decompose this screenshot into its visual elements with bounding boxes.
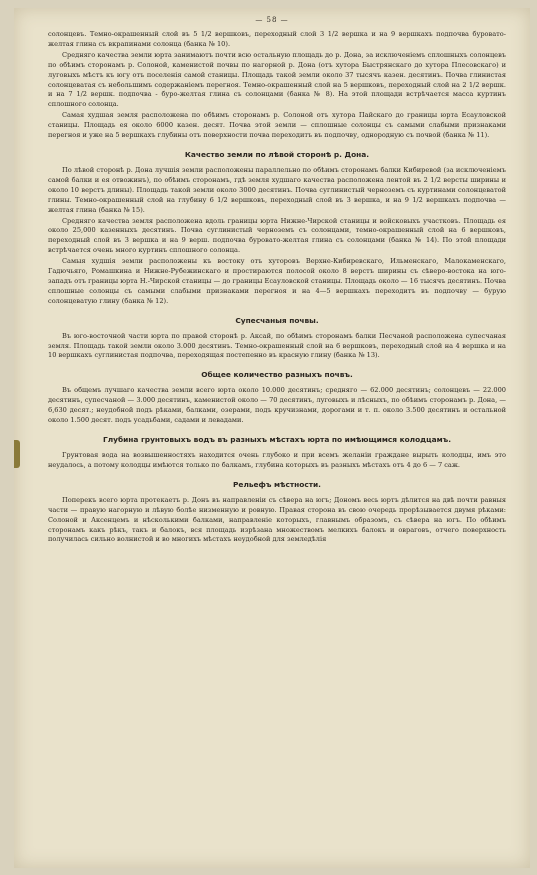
paragraph: Въ юго-восточной части юрта по правой сторонѣ р. Аксай, по обѣимъ сторонамъ балки Песчаной расположена супесчаная земля. Площадь такой земли около 3.000 десятинъ. Темно-окрашенный слой на 6 вершковъ, переходный слой на 4 вершка и на 10 вершкахъ суглинистая подпочва, переходящая постепенно въ красную глину (банка № 13). [48,331,506,360]
section-heading: Глубина грунтовыхъ водъ въ разныхъ мѣстахъ юрта по имѣющимся колодцамъ. [103,435,451,444]
binder-clip [14,440,20,468]
paragraph: По лѣвой сторонѣ р. Дона лучшія земли расположены параллельно по обѣимъ сторонамъ балки Кибиревой (за исключеніемъ самой балки и ея отвожинъ), по обѣимъ сторонамъ, гдѣ земля худшаго качества расположена лентой въ 2 1/2 версты ширины и около 10 верстъ длины). Площадь такой земли около 3000 десятинъ. Почва суглинистый черноземъ съ куртинами солонцеватой глины. Темно-окрашенный слой на глубину 6 1/2 вершковъ, переходный слой въ 3 вершка, и на 9 1/2 вершкахъ подпочва — желтая глина (банка № 15). [48,165,506,214]
paragraph: Средняго качества земли юрта занимаютъ почти всю остальную площадь до р. Дона, за исключеніемъ сплошныхъ солонцевъ по обѣимъ сторонамъ р. Солоной, каменистой почвы по нагорной р. Дона (отъ хутора Быстрянскаго до хутора Плесовскаго) и луговыхъ мѣстъ къ югу отъ поселенія самой станицы. Площадь такой земли около 37 тысячъ казен. десятинъ. Почва глинистая солонцеватая съ небольшимъ содержаніемъ перегноя. Темно-окрашенный слой на 5 вершковъ, переходный слой на 2 1/2 вершк. и на 7 1/2 вершк. подпочва - буро-желтая глина съ солонцами (банка № 8). На этой площади встрѣчается масса куртинъ сплошного солонца. [48,50,506,109]
section-heading: Качество земли по лѣвой сторонѣ р. Дона. [184,149,370,159]
section-heading: Супесчаныя почвы. [235,315,319,325]
paragraph: Поперекъ всего юрта протекаетъ р. Донъ въ направленіи съ сѣвера на югъ; Дономъ весь юртъ дѣлится на двѣ почти равныя части — правую нагорную и лѣвую болѣе низменную и ровную. Правая сторона въ свою очередь прорѣзывается двумя рѣками: Солоной и Аксенцемъ и нѣсколькими балками, направленіе которыхъ, главнымъ образомъ, съ сѣвера на югъ. По обѣимъ сторонамъ какъ рѣкъ, такъ и балокъ, вся площадь изрѣзана множествомъ мелкихъ балокъ и овраговъ, отчего поверхность получилась сильно волнистой и во многихъ мѣстахъ неудобной для земледѣлія [48,495,506,544]
document-page [14,8,530,868]
paragraph: Грунтовая вода на возвышенностяхъ находится очень глубоко и при всемъ желаніи граждане вырыть колодцы, имъ это неудалось, а потому колодцы имѣются только по балкамъ, глубина которыхъ въ разныхъ мѣстахъ отъ 4 до 6 — 7 саж. [48,451,506,469]
document-body [48,30,506,546]
page-number: — 58 — [255,16,289,24]
section-heading: Общее количество разныхъ почвъ. [201,370,353,380]
paragraph: Средняго качества земля расположена вдоль границы юрта Нижне-Чирской станицы и войсковыхъ участковъ. Площадь ея около 25,000 казенныхъ десятинъ. Почва суглинистый черноземъ съ солонцами, темно-окрашенный слой на 6 вершковъ, переходный слой въ 3 вершка и на 9 верш. подпочва буровато-желтая глина съ солонцами (банка № 14). По этой площади встрѣчается очень много куртинъ сплошного солонца. [48,216,506,255]
paragraph: Въ общемъ лучшаго качества земли всего юрта около 10.000 десятинъ; средняго — 62.000 десятинъ; солонцевъ — 22.000 десятинъ, супесчаной — 3.000 десятинъ, каменистой около — 70 десятинъ, луговыхъ и лѣсныхъ, по обѣимъ сторонамъ р. Дона, — 6,630 десят.; неудобной подъ рѣками, балками, озерами, подъ кручизнами, дорогами и т. п. около 3.500 десятинъ и остальной около 1.500 десят. подъ усадьбами, садами и левадами. [48,386,506,425]
paragraph: солонцевъ. Темно-окрашенный слой въ 5 1/2 вершковъ, переходный слой 3 1/2 вершка и на 9 вершкахъ подпочва буровато-желтая глина съ вкрапинами солонца (банка № 10). [48,30,506,48]
paragraph: Самая худшая земля расположена по обѣимъ сторонамъ р. Солоной отъ хутора Пайскаго до границы юрта Есауловской станицы. Площадь ея около 6000 казен. десят. Почва этой земли — сплошные солонцы съ самыми слабыми признаками перегноя и уже на 5 вершкахъ глубины отъ поверхности почва переходитъ въ подпочву, однородную съ почвой (банка № 11). [48,111,506,140]
paragraph: Самыя худшія земли расположены къ востоку отъ хуторовъ Верхне-Кибиревскаго, Ильменскаго, Малокаменскаго, Гадючьяго, Ромашкина и Нижне-Рубежинскаго и простираются полосой около 8 верстъ ширины съ сѣверо-востока на юго-западъ отъ границы юрта Н.-Чирской станицы — до границы Есауловской станицы. Площадь около — 16 тысячъ десятинъ. Почва сплошные солонцы съ самыми слабыми признаками перегноя и на 4—5 вершкахъ переходитъ въ подпочву — бурую солонцеватую глину (банка № 12). [48,257,506,305]
section-heading: Рельефъ мѣстности. [233,479,321,489]
